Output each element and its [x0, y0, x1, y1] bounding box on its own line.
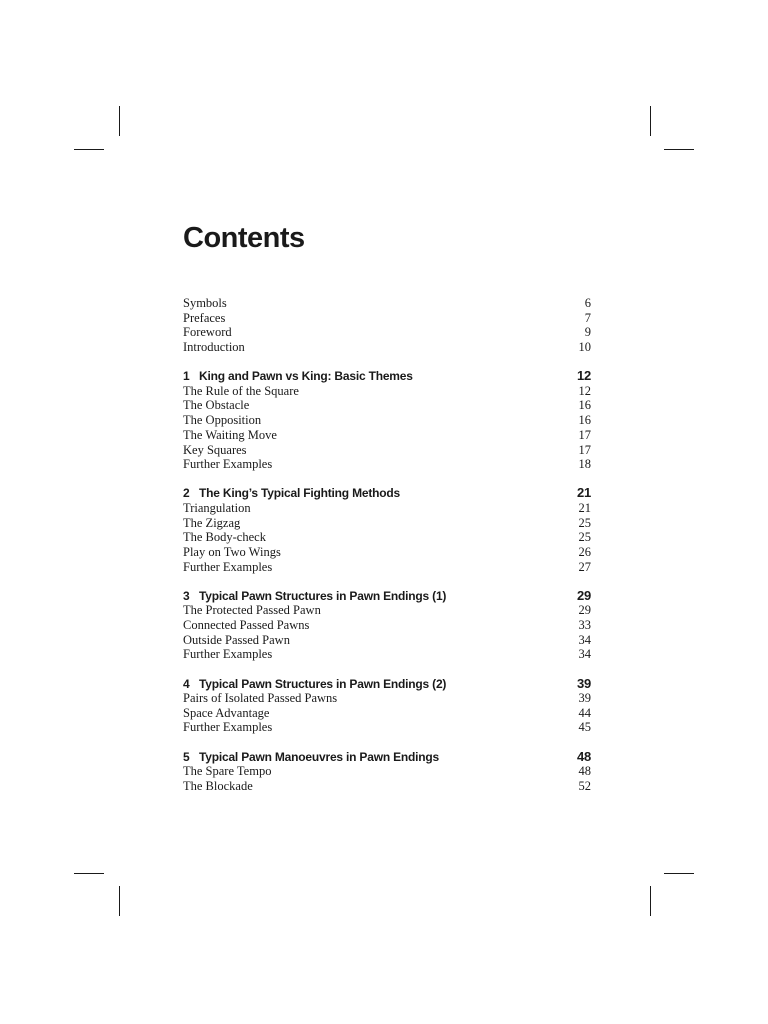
- toc-entry-page: 7: [584, 310, 591, 325]
- crop-mark-top-right-horizontal: [664, 149, 694, 150]
- toc-entry-title: The Zigzag: [183, 515, 241, 530]
- chapter-section-2: [183, 485, 591, 574]
- page-title: Contents: [183, 222, 305, 254]
- crop-mark-bottom-left-vertical: [119, 886, 120, 916]
- toc-entry-title: The Opposition: [183, 413, 262, 428]
- toc-entry-title: Outside Passed Pawn: [183, 632, 290, 647]
- toc-entry[interactable]: [183, 530, 591, 545]
- chapter-section-4: [183, 676, 591, 736]
- toc-entry[interactable]: [183, 545, 591, 560]
- toc-entry[interactable]: [183, 779, 591, 794]
- toc-entry-title: The Spare Tempo: [183, 764, 272, 779]
- toc-entry[interactable]: [183, 443, 591, 458]
- crop-mark-bottom-right-horizontal: [664, 873, 694, 874]
- chapter-page: 39: [576, 675, 591, 691]
- toc-entry-page: 9: [584, 325, 591, 340]
- toc-entry[interactable]: [183, 311, 591, 326]
- toc-entry-page: 33: [578, 618, 591, 632]
- toc-entry[interactable]: [183, 691, 591, 706]
- toc-entry[interactable]: [183, 457, 591, 472]
- toc-entry-page: 52: [578, 778, 591, 793]
- chapter-number: 4: [183, 676, 190, 691]
- table-of-contents: [183, 296, 591, 807]
- toc-entry-page: 34: [578, 647, 591, 662]
- toc-entry-title: Introduction: [183, 340, 245, 355]
- toc-entry-title: Key Squares: [183, 442, 247, 457]
- chapter-title-group: [183, 369, 413, 385]
- toc-entry-page: 39: [578, 691, 591, 706]
- toc-entry[interactable]: [183, 603, 591, 618]
- toc-entry[interactable]: [183, 706, 591, 721]
- toc-entry-page: 10: [578, 340, 591, 355]
- toc-entry-title: Space Advantage: [183, 705, 270, 720]
- toc-entry-title: Connected Passed Pawns: [183, 618, 310, 632]
- toc-entry-title: The Obstacle: [183, 398, 250, 413]
- chapter-title: Typical Pawn Structures in Pawn Endings (2): [199, 676, 447, 691]
- chapter-page: 12: [576, 368, 591, 384]
- toc-entry-page: 6: [584, 296, 591, 310]
- toc-entry-title: Prefaces: [183, 310, 226, 325]
- toc-entry-title: The Protected Passed Pawn: [183, 603, 321, 618]
- crop-mark-top-left-horizontal: [74, 149, 104, 150]
- chapter-title: Typical Pawn Manoeuvres in Pawn Endings: [199, 749, 440, 764]
- crop-mark-top-right-vertical: [650, 106, 651, 136]
- crop-mark-top-left-vertical: [119, 106, 120, 136]
- toc-entry-title: Further Examples: [183, 647, 273, 662]
- toc-entry-title: Foreword: [183, 325, 232, 340]
- toc-entry-page: 34: [578, 632, 591, 647]
- chapter-section-1: [183, 368, 591, 472]
- chapter-heading[interactable]: [183, 676, 591, 692]
- toc-entry-title: Triangulation: [183, 500, 251, 515]
- toc-entry-page: 21: [578, 500, 591, 515]
- toc-entry-page: 25: [578, 530, 591, 545]
- chapter-heading[interactable]: [183, 588, 591, 604]
- toc-entry-title: Further Examples: [183, 457, 273, 472]
- chapter-number: 3: [183, 588, 190, 603]
- toc-entry-page: 29: [578, 603, 591, 618]
- chapter-heading[interactable]: [183, 368, 591, 384]
- toc-entry[interactable]: [183, 647, 591, 662]
- toc-entry-page: 48: [578, 764, 591, 779]
- chapter-title-group: [183, 750, 439, 766]
- front-matter-section: [183, 296, 591, 355]
- toc-entry-title: Play on Two Wings: [183, 544, 281, 559]
- chapter-section-5: [183, 749, 591, 794]
- toc-entry-title: The Waiting Move: [183, 427, 277, 442]
- chapter-title-group: [183, 677, 446, 693]
- chapter-title: Typical Pawn Structures in Pawn Endings (1): [199, 588, 447, 603]
- toc-entry-page: 12: [578, 383, 591, 398]
- chapter-number: 5: [183, 749, 190, 764]
- toc-entry-page: 25: [578, 515, 591, 530]
- chapter-title: The King’s Typical Fighting Methods: [199, 486, 400, 501]
- toc-entry[interactable]: [183, 560, 591, 575]
- chapter-heading[interactable]: [183, 749, 591, 765]
- toc-entry-title: The Blockade: [183, 778, 253, 793]
- chapter-title-group: [183, 486, 400, 502]
- crop-mark-bottom-right-vertical: [650, 886, 651, 916]
- toc-entry[interactable]: [183, 296, 591, 311]
- toc-entry[interactable]: [183, 764, 591, 779]
- toc-entry-page: 17: [578, 427, 591, 442]
- toc-entry-page: 26: [578, 544, 591, 559]
- chapter-number: 2: [183, 486, 190, 501]
- toc-entry-title: Further Examples: [183, 559, 273, 574]
- toc-entry[interactable]: [183, 384, 591, 399]
- toc-entry-page: 44: [578, 705, 591, 720]
- toc-entry-title: Pairs of Isolated Passed Pawns: [183, 691, 338, 706]
- toc-entry-page: 27: [578, 559, 591, 574]
- toc-entry-title: Further Examples: [183, 720, 273, 735]
- toc-entry-title: The Rule of the Square: [183, 383, 299, 398]
- chapter-number: 1: [183, 369, 190, 384]
- crop-mark-bottom-left-horizontal: [74, 873, 104, 874]
- toc-entry[interactable]: [183, 618, 591, 633]
- chapter-page: 29: [576, 587, 591, 603]
- chapter-heading[interactable]: [183, 485, 591, 501]
- chapter-section-3: [183, 588, 591, 662]
- chapter-page: 21: [576, 485, 591, 501]
- toc-entry[interactable]: [183, 428, 591, 443]
- toc-entry-page: 45: [578, 720, 591, 735]
- toc-entry-title: Symbols: [183, 296, 227, 310]
- toc-entry-title: The Body-check: [183, 530, 266, 545]
- toc-entry[interactable]: [183, 325, 591, 340]
- toc-entry-page: 18: [578, 457, 591, 472]
- chapter-page: 48: [576, 748, 591, 764]
- chapter-title: King and Pawn vs King: Basic Themes: [199, 369, 413, 384]
- toc-entry[interactable]: [183, 413, 591, 428]
- toc-entry-page: 17: [578, 442, 591, 457]
- toc-entry[interactable]: [183, 340, 591, 355]
- toc-entry[interactable]: [183, 501, 591, 516]
- chapter-title-group: [183, 589, 446, 605]
- toc-entry[interactable]: [183, 720, 591, 735]
- toc-entry[interactable]: [183, 398, 591, 413]
- toc-entry[interactable]: [183, 516, 591, 531]
- toc-entry[interactable]: [183, 633, 591, 648]
- toc-entry-page: 16: [578, 398, 591, 413]
- toc-entry-page: 16: [578, 413, 591, 428]
